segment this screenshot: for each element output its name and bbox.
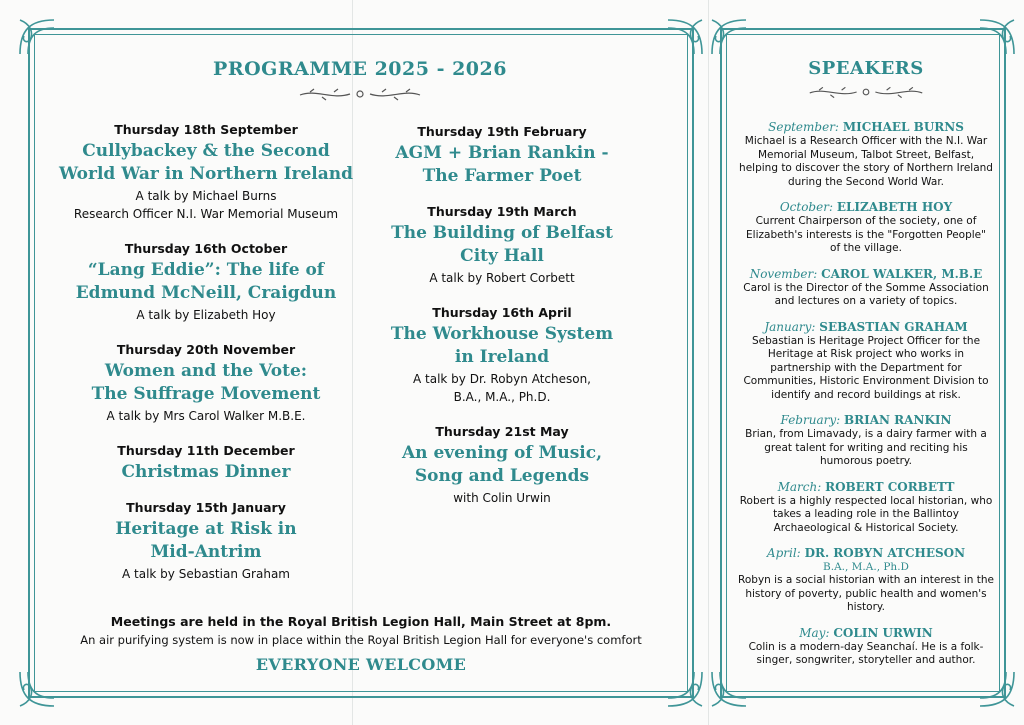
event-item — [46, 443, 366, 482]
event-item — [372, 305, 632, 406]
event-title: “Lang Eddie”: The life of — [87, 260, 325, 280]
speaker-bio: partnership with the Department for — [770, 361, 962, 374]
speaker-name: DR. ROBYN ATCHESON — [804, 546, 966, 560]
event-date: Thursday 15th January — [126, 500, 286, 515]
event-title: Song and Legends — [414, 466, 590, 486]
speaker-bio: history. — [847, 601, 885, 613]
event-date: Thursday 16th October — [124, 241, 288, 256]
speaker-month: March: — [777, 479, 822, 494]
event-title: in Ireland — [454, 347, 550, 367]
programme-footer — [56, 614, 666, 674]
speaker-heading — [738, 267, 994, 282]
speaker-item — [738, 200, 994, 256]
speaker-bio: Michael is a Research Officer with the N.I. War — [744, 135, 988, 147]
event-title: The Farmer Poet — [422, 166, 582, 186]
speaker-heading — [738, 626, 994, 641]
speaker-heading — [738, 120, 994, 135]
speaker-bio: Communities, Historic Environment Division to — [743, 375, 989, 387]
event-title: The Workhouse System — [390, 324, 614, 344]
speaker-item — [738, 626, 994, 668]
programme-right-column — [372, 124, 632, 525]
speaker-item — [738, 546, 994, 615]
event-date: Thursday 20th November — [116, 342, 296, 357]
speaker-bio: Archaeological & Historical Society. — [773, 521, 959, 534]
speaker-month: January: — [764, 319, 816, 334]
speaker-item — [738, 413, 994, 469]
speaker-item — [738, 120, 994, 189]
event-title: Mid-Antrim — [150, 542, 262, 562]
event-title: An evening of Music, — [401, 443, 602, 463]
speaker-bio: Robyn is a social historian with an interest in the — [738, 574, 994, 586]
meetings-note: Meetings are held in the Royal British Legion Hall, Main Street at 8pm. — [110, 614, 612, 629]
speaker-month: May: — [799, 625, 830, 640]
event-title: AGM + Brian Rankin - — [395, 143, 609, 163]
speaker-name: BRIAN RANKIN — [844, 413, 952, 427]
fold-line-right — [708, 0, 709, 725]
speaker-heading — [738, 320, 994, 335]
speaker-bio: Carol is the Director of the Somme Association — [743, 281, 989, 294]
speaker-name: CAROL WALKER, M.B.E — [821, 266, 983, 281]
event-speaker: with Colin Urwin — [453, 491, 551, 505]
event-speaker: A talk by Dr. Robyn Atcheson, — [413, 372, 591, 386]
speaker-name: MICHAEL BURNS — [842, 120, 964, 134]
speakers-heading: SPEAKERS — [808, 58, 924, 79]
speaker-bio: identify and record buildings at risk. — [771, 388, 961, 401]
speaker-name: ROBERT CORBETT — [825, 479, 955, 494]
event-title: City Hall — [460, 246, 544, 266]
speaker-heading — [738, 200, 994, 215]
speaker-item — [738, 267, 994, 309]
speaker-item — [738, 320, 994, 403]
event-title: Women and the Vote: — [104, 361, 308, 381]
speaker-month: November: — [749, 266, 818, 281]
event-date: Thursday 18th September — [114, 122, 298, 137]
event-title: Heritage at Risk in — [115, 519, 297, 539]
speaker-bio: humorous poetry. — [820, 455, 912, 467]
programme-heading: PROGRAMME 2025 - 2026 — [213, 58, 507, 80]
speaker-heading — [738, 546, 994, 561]
event-speaker: A talk by Michael Burns — [135, 189, 277, 203]
event-item — [46, 122, 366, 223]
event-title: World War in Northern Ireland — [58, 164, 354, 184]
event-title: Cullybackey & the Second — [82, 141, 330, 161]
speaker-heading — [738, 480, 994, 495]
event-speaker: Research Officer N.I. War Memorial Museum — [73, 207, 339, 221]
speaker-month: February: — [780, 413, 841, 427]
vine-divider-icon — [806, 84, 926, 100]
speaker-month: October: — [779, 200, 833, 214]
speaker-bio: during the Second World War. — [787, 175, 945, 188]
speaker-bio: Heritage at Risk project who works in — [767, 348, 965, 360]
event-item — [46, 342, 366, 425]
event-speaker: A talk by Robert Corbett — [429, 271, 575, 285]
speaker-name: ELIZABETH HOY — [836, 200, 953, 214]
speaker-bio: of the village. — [830, 242, 902, 254]
vine-divider-icon — [296, 86, 424, 102]
speaker-heading — [738, 413, 994, 428]
speaker-bio: Brian, from Limavady, is a dairy farmer with a — [745, 428, 987, 440]
event-item — [372, 424, 632, 507]
air-purifier-note: An air purifying system is now in place within the Royal British Legion Hall for everyone's comfort — [80, 633, 642, 647]
speaker-bio: great talent for writing and reciting his — [764, 441, 968, 454]
corner-ornament-icon — [14, 14, 70, 70]
corner-ornament-icon — [652, 14, 708, 70]
event-item — [372, 124, 632, 186]
event-speaker: A talk by Mrs Carol Walker M.B.E. — [106, 409, 306, 423]
event-item — [46, 500, 366, 583]
speaker-bio: singer, songwriter, storyteller and author. — [756, 654, 976, 666]
event-title: The Suffrage Movement — [91, 384, 321, 404]
speaker-name: COLIN URWIN — [833, 625, 933, 640]
speaker-bio: and lectures on a variety of topics. — [774, 295, 958, 307]
speaker-month: September: — [768, 120, 839, 134]
programme-left-column — [46, 122, 366, 601]
speaker-bio: takes a leading role in the Ballintoy — [773, 508, 959, 520]
event-date: Thursday 11th December — [117, 443, 295, 458]
speaker-bio: Elizabeth's interests is the "Forgotten People" — [746, 228, 986, 241]
event-speaker: A talk by Elizabeth Hoy — [136, 308, 276, 322]
speaker-bio: Current Chairperson of the society, one of — [755, 215, 977, 227]
event-date: Thursday 19th March — [427, 204, 577, 219]
speakers-list — [738, 120, 994, 679]
event-speaker: A talk by Sebastian Graham — [122, 567, 290, 581]
event-title: Christmas Dinner — [121, 462, 291, 482]
speaker-item — [738, 480, 994, 536]
speaker-bio: Memorial Museum, Talbot Street, Belfast, — [757, 148, 975, 161]
event-speaker: B.A., M.A., Ph.D. — [453, 390, 551, 404]
event-date: Thursday 19th February — [417, 124, 587, 139]
everyone-welcome: EVERYONE WELCOME — [255, 655, 467, 674]
event-title: Edmund McNeill, Craigdun — [75, 283, 337, 303]
speaker-bio: Colin is a modern-day Seanchaí. He is a folk- — [748, 640, 984, 653]
speaker-bio: helping to discover the story of Northern Ireland — [739, 162, 993, 174]
event-date: Thursday 21st May — [435, 424, 569, 439]
event-title: The Building of Belfast — [391, 223, 613, 243]
speaker-bio: Sebastian is Heritage Project Officer for the — [751, 334, 981, 347]
speaker-credentials: B.A., M.A., Ph.D — [823, 561, 909, 573]
event-date: Thursday 16th April — [432, 305, 572, 320]
speaker-name: SEBASTIAN GRAHAM — [819, 319, 968, 334]
speaker-month: April: — [766, 546, 801, 560]
event-item — [46, 241, 366, 324]
speaker-bio: Robert is a highly respected local historian, who — [739, 494, 993, 507]
event-item — [372, 204, 632, 287]
speaker-bio: history of poverty, public health and women's — [745, 587, 987, 600]
